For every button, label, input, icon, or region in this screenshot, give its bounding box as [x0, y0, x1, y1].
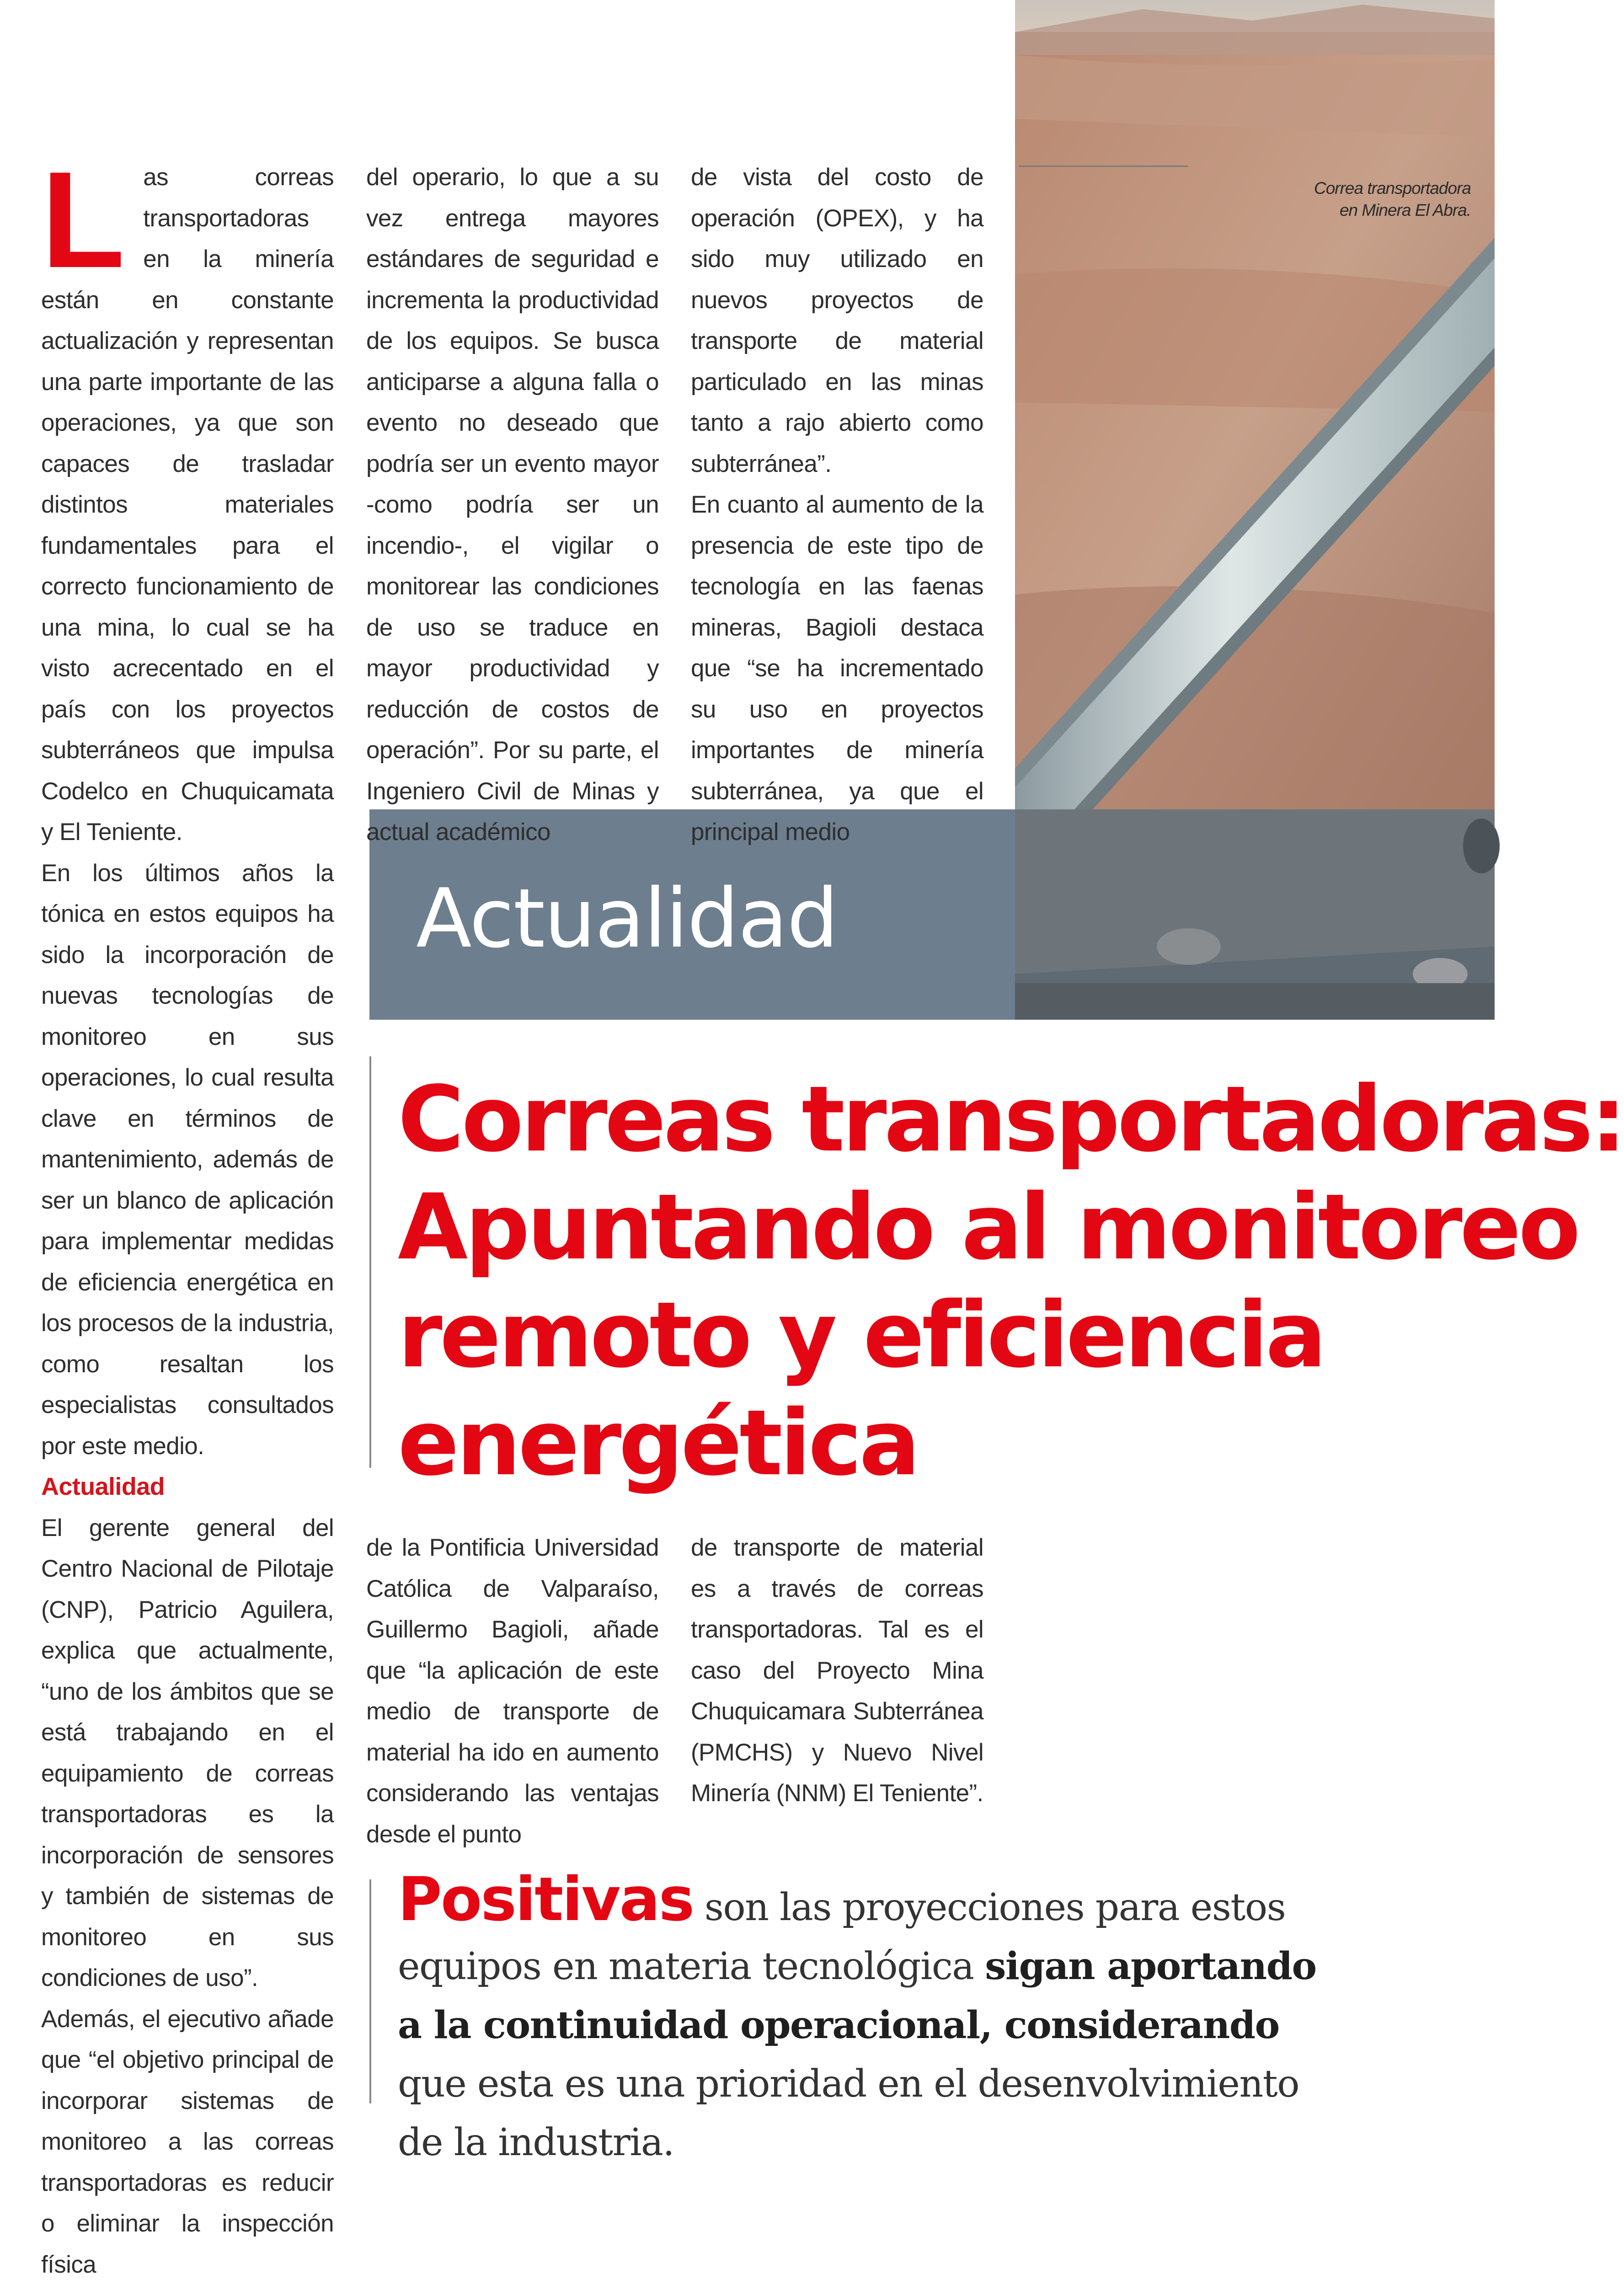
conveyor-photo-lower-illustration	[1015, 809, 1495, 1020]
photo-caption	[1242, 177, 1471, 221]
article-paragraph-3: El gerente general del Centro Nacional de Pilotaje (CNP), Patricio Aguilera, explica que actualmente, “uno de los ámbitos que se está trabajando en el equipamiento de correas transportadoras es la incorporación de sensores y también de sistemas de monitoreo en sus condiciones de uso”.	[41, 1508, 334, 1999]
photo-caption-line1: Correa transportadora	[1242, 177, 1471, 199]
article-column-3-paragraph-2: En cuanto al aumento de la presencia de este tipo de tecnología en las faenas mineras, Bagioli destaca que “se ha incrementado su uso en proyectos importantes de minería subterránea, ya que el principal medio	[691, 484, 983, 853]
article-column-5	[691, 1527, 983, 1814]
headline-line-3: remoto y eficiencia	[398, 1281, 1477, 1389]
pullquote-text-2: que esta es una prioridad en el desenvolvimiento de la industria.	[398, 2062, 1299, 2164]
dropcap: L	[41, 167, 125, 265]
article-column-2	[366, 157, 659, 853]
conveyor-photo-lower	[1015, 809, 1495, 1020]
headline-line-1: Correas transportadoras:	[398, 1065, 1477, 1173]
article-paragraph-4: Además, el ejecutivo añade que “el objetivo principal de incorporar sistemas de monitoreo a las correas transportadoras es reducir o eliminar la inspección física	[41, 1999, 334, 2285]
article-column-4-text: de la Pontificia Universidad Católica de Valparaíso, Guillermo Bagioli, añade que “la aplicación de este medio de transporte de material ha ido en aumento considerando las ventajas desde el punto	[366, 1527, 659, 1855]
article-column-4	[366, 1527, 659, 1855]
article-column-3	[691, 157, 983, 853]
article-column-2-text: del operario, lo que a su vez entrega mayores estándares de seguridad e incrementa la productividad de los equipos. Se busca anticiparse a alguna falla o evento no deseado que podría ser un evento mayor -como podría ser un incendio-, el vigilar o monitorear las condiciones de uso se traduce en mayor productividad y reducción de costos de operación”. Por su parte, el Ingeniero Civil de Minas y actual académico	[366, 157, 659, 853]
headline-line-2: Apuntando al monitoreo	[398, 1173, 1477, 1281]
conveyor-photo	[1015, 0, 1495, 809]
article-column-1	[41, 157, 334, 2285]
article-column-5-text: de transporte de material es a través de correas transportadoras. Tal es el caso del Proyecto Mina Chuquicamara Subterránea (PMCHS) y Nuevo Nivel Minería (NNM) El Teniente”.	[691, 1527, 983, 1814]
article-column-3-paragraph-1: de vista del costo de operación (OPEX), y ha sido muy utilizado en nuevos proyectos de transporte de material particulado en las minas tanto a rajo abierto como subterránea”.	[691, 157, 983, 484]
headline	[398, 1065, 1477, 1497]
pullquote-lead: Positivas	[398, 1864, 693, 1935]
pullquote-rule	[369, 1879, 371, 2103]
headline-rule	[369, 1056, 371, 1468]
article-paragraph-2: En los últimos años la tónica en estos equipos ha sido la incorporación de nuevas tecnologías de monitoreo en sus operaciones, lo cual resulta clave en términos de mantenimiento, además de ser un blanco de aplicación para implementar medidas de eficiencia energética en los procesos de la industria, como resaltan los especialistas consultados por este medio.	[41, 853, 334, 1467]
section-label: Actualidad	[416, 871, 838, 966]
article-intro-paragraph	[41, 157, 334, 853]
pullquote-text-1: son las proyecciones para estos equipos en materia tecnológica	[398, 1886, 1285, 1988]
caption-rule	[1019, 166, 1188, 167]
article-subhead: Actualidad	[41, 1466, 334, 1508]
pullquote-bold: sigan aportando a la continuidad operacional, considerando	[398, 1944, 1316, 2047]
conveyor-photo-illustration	[1015, 0, 1495, 809]
photo-caption-line2: en Minera El Abra.	[1242, 199, 1471, 221]
article-paragraph-1: as correas transportadoras en la minería están en constante actualización y representan una parte importante de las operaciones, ya que son capaces de trasladar distintos materiales fundamentales para el correcto funcionamiento de una mina, lo cual se ha visto acrecentado en el país con los proyectos subterráneos que impulsa Codelco en Chuquicamata y El Teniente.	[41, 164, 334, 846]
headline-line-4: energética	[398, 1389, 1477, 1497]
pullquote	[398, 1870, 1340, 2172]
